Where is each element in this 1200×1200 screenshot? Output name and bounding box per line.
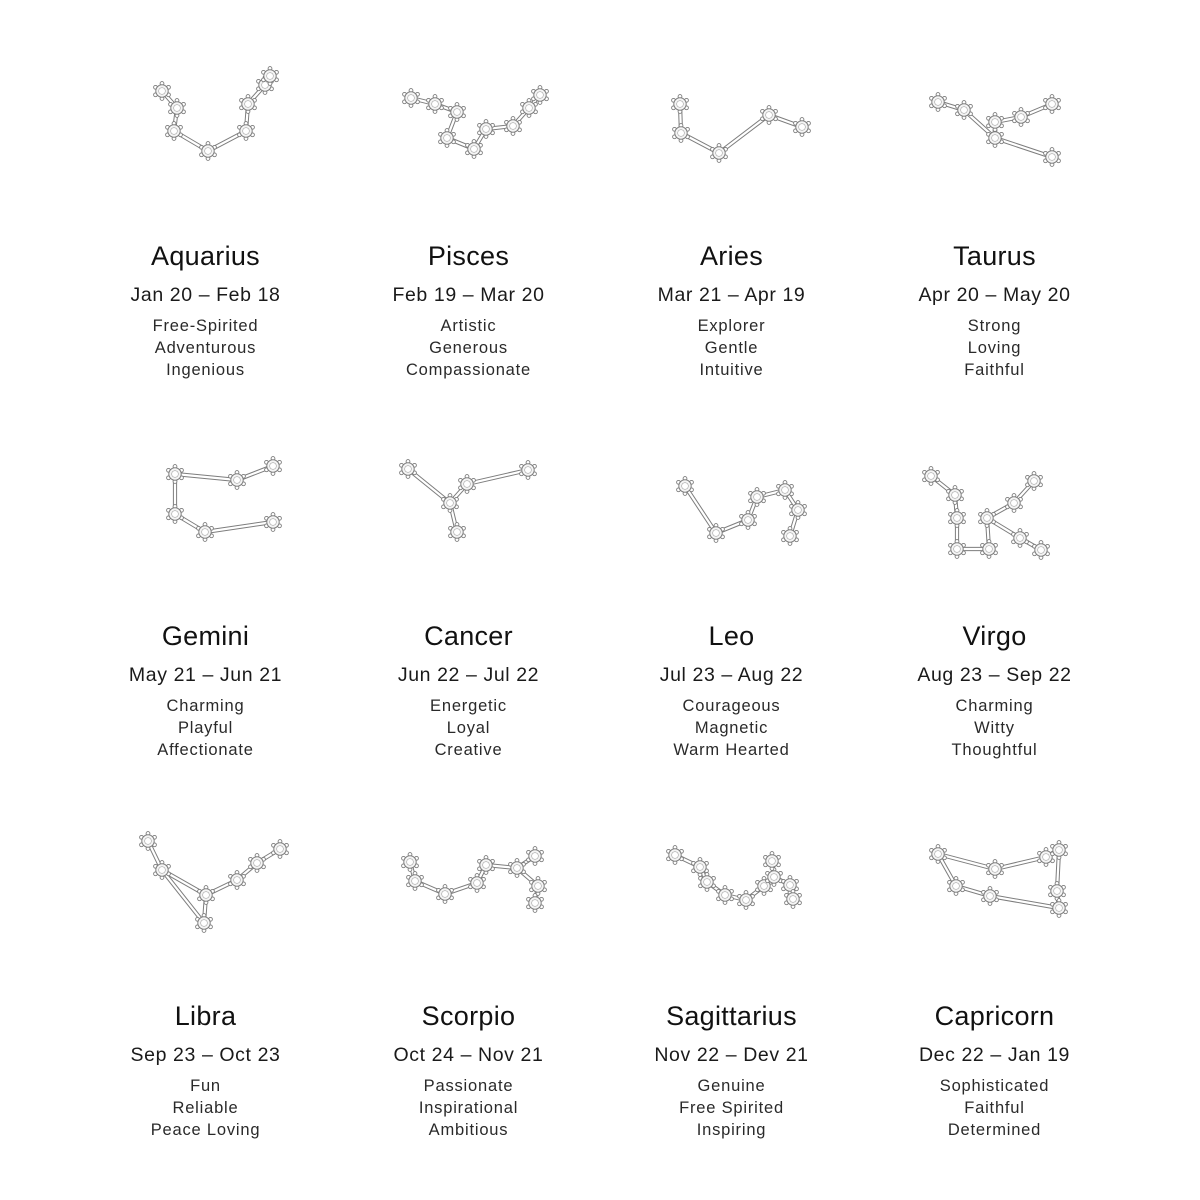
trait-list <box>863 315 1126 381</box>
trait-item: Strong <box>967 317 1022 335</box>
sign-dates: May 21 – Jun 21 <box>128 664 283 686</box>
aquarius-constellation-icon <box>74 18 337 198</box>
trait-item: Ingenious <box>166 361 245 379</box>
libra-constellation-icon <box>74 778 337 958</box>
constellation-link <box>162 870 204 923</box>
trait-list <box>600 695 863 761</box>
trait-item: Magnetic <box>694 719 769 737</box>
gem-star <box>782 527 799 546</box>
gem-star <box>782 876 799 895</box>
gemini-constellation-icon <box>74 398 337 578</box>
trait-item: Genuine <box>697 1077 766 1095</box>
trait-list <box>863 695 1126 761</box>
trait-item: Thoughtful <box>951 741 1038 759</box>
trait-item: Free-Spirited <box>152 317 259 335</box>
sign-name: Libra <box>174 1001 237 1031</box>
sign-name: Sagittarius <box>666 1001 797 1031</box>
trait-list <box>74 695 337 761</box>
gem-star <box>200 142 217 161</box>
gem-star <box>981 540 998 559</box>
sign-dates: Sep 23 – Oct 23 <box>130 1044 281 1066</box>
leo-constellation-icon <box>600 398 863 578</box>
capricorn-constellation-icon <box>863 778 1126 958</box>
trait-item: Artistic <box>440 317 497 335</box>
gem-star <box>979 509 996 528</box>
trait-item: Explorer <box>697 317 766 335</box>
sign-dates: Jul 23 – Aug 22 <box>659 664 804 686</box>
gem-star <box>527 894 544 913</box>
trait-item: Playful <box>177 719 234 737</box>
pisces-constellation-icon <box>337 18 600 198</box>
gem-star <box>672 95 689 114</box>
trait-item: Creative <box>434 741 503 759</box>
gem-star <box>1012 529 1029 548</box>
constellation-link <box>990 896 1059 908</box>
gem-star <box>229 471 246 490</box>
sign-dates: Jun 22 – Jul 22 <box>397 664 540 686</box>
sign-name: Leo <box>708 621 755 651</box>
gem-star <box>1044 95 1061 114</box>
gem-star <box>794 118 811 137</box>
trait-item: Energetic <box>430 697 507 715</box>
trait-item: Faithful <box>964 361 1025 379</box>
gem-star <box>949 540 966 559</box>
gem-star <box>427 95 444 114</box>
constellation-link <box>205 522 273 532</box>
gem-star <box>167 465 184 484</box>
gem-star <box>1051 841 1068 860</box>
sign-name: Scorpio <box>421 1001 516 1031</box>
sign-name: Aquarius <box>151 241 260 271</box>
sagittarius-constellation-icon <box>600 778 863 958</box>
sign-name: Cancer <box>424 621 513 651</box>
gem-star <box>987 860 1004 879</box>
trait-item: Determined <box>947 1121 1042 1139</box>
sign-name: Pisces <box>427 241 510 271</box>
virgo-constellation-icon <box>863 398 1126 578</box>
trait-item: Free Spirited <box>679 1099 784 1117</box>
trait-item: Inspiring <box>696 1121 767 1139</box>
trait-item: Courageous <box>682 697 781 715</box>
taurus-constellation-icon <box>863 18 1126 198</box>
trait-item: Intuitive <box>699 361 764 379</box>
trait-item: Witty <box>974 719 1015 737</box>
gem-star <box>238 122 255 141</box>
trait-item: Ambitious <box>428 1121 509 1139</box>
gem-star <box>272 840 289 859</box>
gem-star <box>167 505 184 524</box>
trait-item: Sophisticated <box>939 1077 1050 1095</box>
trait-item: Fun <box>190 1077 221 1095</box>
cancer-constellation-icon <box>337 398 600 578</box>
gem-star <box>749 488 766 507</box>
gem-star <box>1013 108 1030 127</box>
trait-item: Peace Loving <box>150 1121 261 1139</box>
gem-star <box>449 523 466 542</box>
gem-star <box>930 93 947 112</box>
sign-dates: Nov 22 – Dev 21 <box>654 1044 809 1066</box>
gem-star <box>785 890 802 909</box>
gem-star <box>140 832 157 851</box>
sign-dates: Oct 24 – Nov 21 <box>393 1044 544 1066</box>
gem-star <box>439 129 456 148</box>
trait-item: Inspirational <box>418 1099 519 1117</box>
gem-star <box>673 124 690 143</box>
trait-list <box>337 695 600 761</box>
sign-name: Gemini <box>161 621 250 651</box>
gem-star <box>265 513 282 532</box>
trait-item: Gentle <box>704 339 759 357</box>
gem-star <box>403 89 420 108</box>
gem-star <box>1038 848 1055 867</box>
gem-star <box>1051 899 1068 918</box>
trait-list <box>74 315 337 381</box>
constellation-link <box>685 486 716 533</box>
gem-star <box>982 887 999 906</box>
gem-star <box>166 122 183 141</box>
trait-item: Compassionate <box>405 361 532 379</box>
gem-star <box>407 872 424 891</box>
sign-dates: Aug 23 – Sep 22 <box>917 664 1072 686</box>
gem-star <box>265 457 282 476</box>
sign-dates: Mar 21 – Apr 19 <box>657 284 806 306</box>
gem-star <box>197 523 214 542</box>
trait-list <box>600 315 863 381</box>
trait-item: Reliable <box>172 1099 239 1117</box>
constellation-link <box>175 474 237 480</box>
gem-star <box>1049 882 1066 901</box>
gem-star <box>198 886 215 905</box>
sign-name: Taurus <box>953 241 1036 271</box>
gem-star <box>1033 541 1050 560</box>
constellation-link <box>467 470 528 484</box>
trait-list <box>337 1075 600 1141</box>
sign-name: Virgo <box>962 621 1027 651</box>
gem-star <box>437 885 454 904</box>
trait-item: Generous <box>429 339 508 357</box>
gem-star <box>987 113 1004 132</box>
trait-list <box>600 1075 863 1141</box>
trait-item: Charming <box>166 697 245 715</box>
gem-star <box>520 461 537 480</box>
gem-star <box>449 103 466 122</box>
aries-constellation-icon <box>600 18 863 198</box>
trait-item: Passionate <box>423 1077 514 1095</box>
trait-item: Adventurous <box>154 339 257 357</box>
trait-item: Affectionate <box>157 741 254 759</box>
trait-list <box>863 1075 1126 1141</box>
sign-name: Capricorn <box>934 1001 1055 1031</box>
gem-star <box>402 853 419 872</box>
trait-item: Charming <box>955 697 1034 715</box>
gem-star <box>949 509 966 528</box>
trait-item: Loyal <box>446 719 491 737</box>
sign-dates: Apr 20 – May 20 <box>918 284 1071 306</box>
scorpio-constellation-icon <box>337 778 600 958</box>
gem-star <box>667 846 684 865</box>
gem-star <box>740 511 757 530</box>
trait-item: Loving <box>967 339 1022 357</box>
sign-name: Aries <box>699 241 763 271</box>
gem-star <box>469 874 486 893</box>
gem-star <box>527 847 544 866</box>
trait-list <box>337 315 600 381</box>
gem-star <box>764 852 781 871</box>
trait-list <box>74 1075 337 1141</box>
trait-item: Faithful <box>964 1099 1025 1117</box>
gem-star <box>1044 148 1061 167</box>
sign-dates: Jan 20 – Feb 18 <box>130 284 281 306</box>
sign-dates: Feb 19 – Mar 20 <box>392 284 545 306</box>
sign-dates: Dec 22 – Jan 19 <box>918 1044 1070 1066</box>
trait-item: Warm Hearted <box>673 741 790 759</box>
gem-star <box>478 856 495 875</box>
